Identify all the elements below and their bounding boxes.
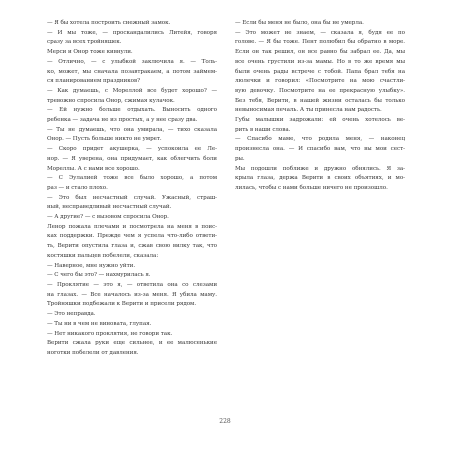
text-line: — Скоро придет акушерка, — успокоила ее Ле- (47, 146, 217, 153)
text-line: Без тебя, Верити, в нашей жизни осталась бы только (235, 97, 405, 104)
text-line: Губы малышки задрожали: ей очень хотелось ве- (235, 117, 405, 124)
left-column (47, 19, 217, 359)
text-line: произнесла она. — И спасибо вам, что вы мои сест- (235, 146, 405, 153)
text-line: — Наверное, мне нужно уйти. (47, 262, 136, 269)
text-line: Онор. — Пусть больше никто не умрет. (47, 136, 162, 143)
text-line: сразу за всех тройняшек. (47, 39, 122, 46)
text-line: все очень грустили из-за мамы. Но в то же время мы (235, 58, 405, 65)
text-line: — Это был несчастный случай. Ужасный, страш- (47, 194, 217, 201)
text-line: — Спасибо маме, что родила меня, — наконец (235, 136, 405, 143)
right-column (235, 19, 405, 194)
text-line: — С Эулалией тоже все было хорошо, а потом (47, 175, 217, 182)
text-line: вую девочку. Посмотрите на ее прекрасную улыбку». (235, 87, 405, 94)
text-line: — С чего бы это? — нахмурилась я. (47, 272, 151, 279)
text-line: — Я бы хотела построить снежный замок. (47, 20, 171, 26)
text-line: лилась, чтобы с нами больше ничего не произошло. (235, 184, 388, 191)
text-line: ся планированием праздников? (47, 78, 141, 85)
text-line: — Ей нужно больше отдыхать. Выносить одного (47, 107, 217, 114)
text-line: крыла глаза, держа Верити в своих объятиях, и мо- (235, 175, 405, 182)
text-line: ть, Верити опустила глаза и, сжав свою вилку так, что (47, 243, 217, 250)
text-line: Если он так решил, он все равно бы забрал ее. Да, мы (235, 49, 405, 56)
text-line: были очень рады встрече с тобой. Папа брал тебя на (235, 68, 405, 75)
text-line: костяшки пальцев побелели, сказала: (47, 252, 159, 259)
text-line: — Ты ни в чем не виновата, глупая. (47, 320, 152, 327)
text-line: Мерси и Онор тоже кивнули. (47, 49, 133, 56)
text-line: тревожно спросила Онор, сжимая кулачок. (47, 97, 175, 104)
text-line: — Это неправда. (47, 311, 96, 318)
text-line: голове. — Я бы тоже. Пент полюбил бы обратно в море. (235, 39, 405, 46)
text-line: — Если бы меня не было, она бы не умерла. (235, 20, 364, 26)
text-line: — Ты не думаешь, что она умирала, — тихо сказала (47, 126, 217, 133)
text-line: Ленор пожала плечами и посмотрела на меня в поис- (47, 223, 217, 230)
text-line: невыносимая печаль. А ты принесла нам радость. (235, 107, 382, 114)
text-line: Тройняшки подбежали к Верити и присели рядом. (47, 301, 197, 308)
text-line: — Проклятие — это я, — ответила она со слезами (47, 281, 217, 288)
page-number: 228 (219, 418, 231, 425)
text-line: раз — и стало плохо. (47, 184, 108, 191)
text-line: нор. — Я уверена, она придумает, как облегчить боли (47, 155, 217, 162)
text-line: на глазах. — Все началось из-за меня. Я убила маму. (47, 291, 217, 298)
text-line: ках поддержки. Прежде чем я успела что-либо ответи- (47, 233, 217, 240)
text-line: Мореллы. А с нами все хорошо. (47, 165, 140, 172)
text-line: ры. (235, 155, 245, 162)
text-line: ный, несправедливый несчастный случай. (47, 204, 172, 211)
text-line: Верити сжала руки еще сильнее, и ее малюсенькие (47, 340, 217, 347)
text-line: люлечки и говорил: «Посмотрите на мою счастли- (235, 78, 405, 85)
text-line: — Отлично, — с улыбкой заключила я. — Толь- (47, 58, 217, 65)
text-line: — И мы тоже, — проскандалились Литейя, говоря (47, 29, 217, 36)
text-line: ноготки побелели от давления. (47, 349, 139, 356)
text-line: Мы подошли поближе и дружно обнялись. Я за- (235, 165, 405, 172)
text-line: — Нет никакого проклятия, не говори так. (47, 330, 173, 337)
text-line: — Как думаешь, с Мореллой все будет хорошо? — (47, 87, 217, 94)
text-line: ребенка — задача не из простых, а у нее сразу два. (47, 117, 198, 124)
text-line: ко, может, мы сначала позавтракаем, а потом займем- (47, 68, 217, 75)
text-line: — А другие? — с вызовом спросила Онор. (47, 214, 169, 221)
text-line: — Это может не знаем, — сказала я, будя ее по (235, 29, 405, 36)
text-line: рить в наши слова. (235, 126, 291, 133)
